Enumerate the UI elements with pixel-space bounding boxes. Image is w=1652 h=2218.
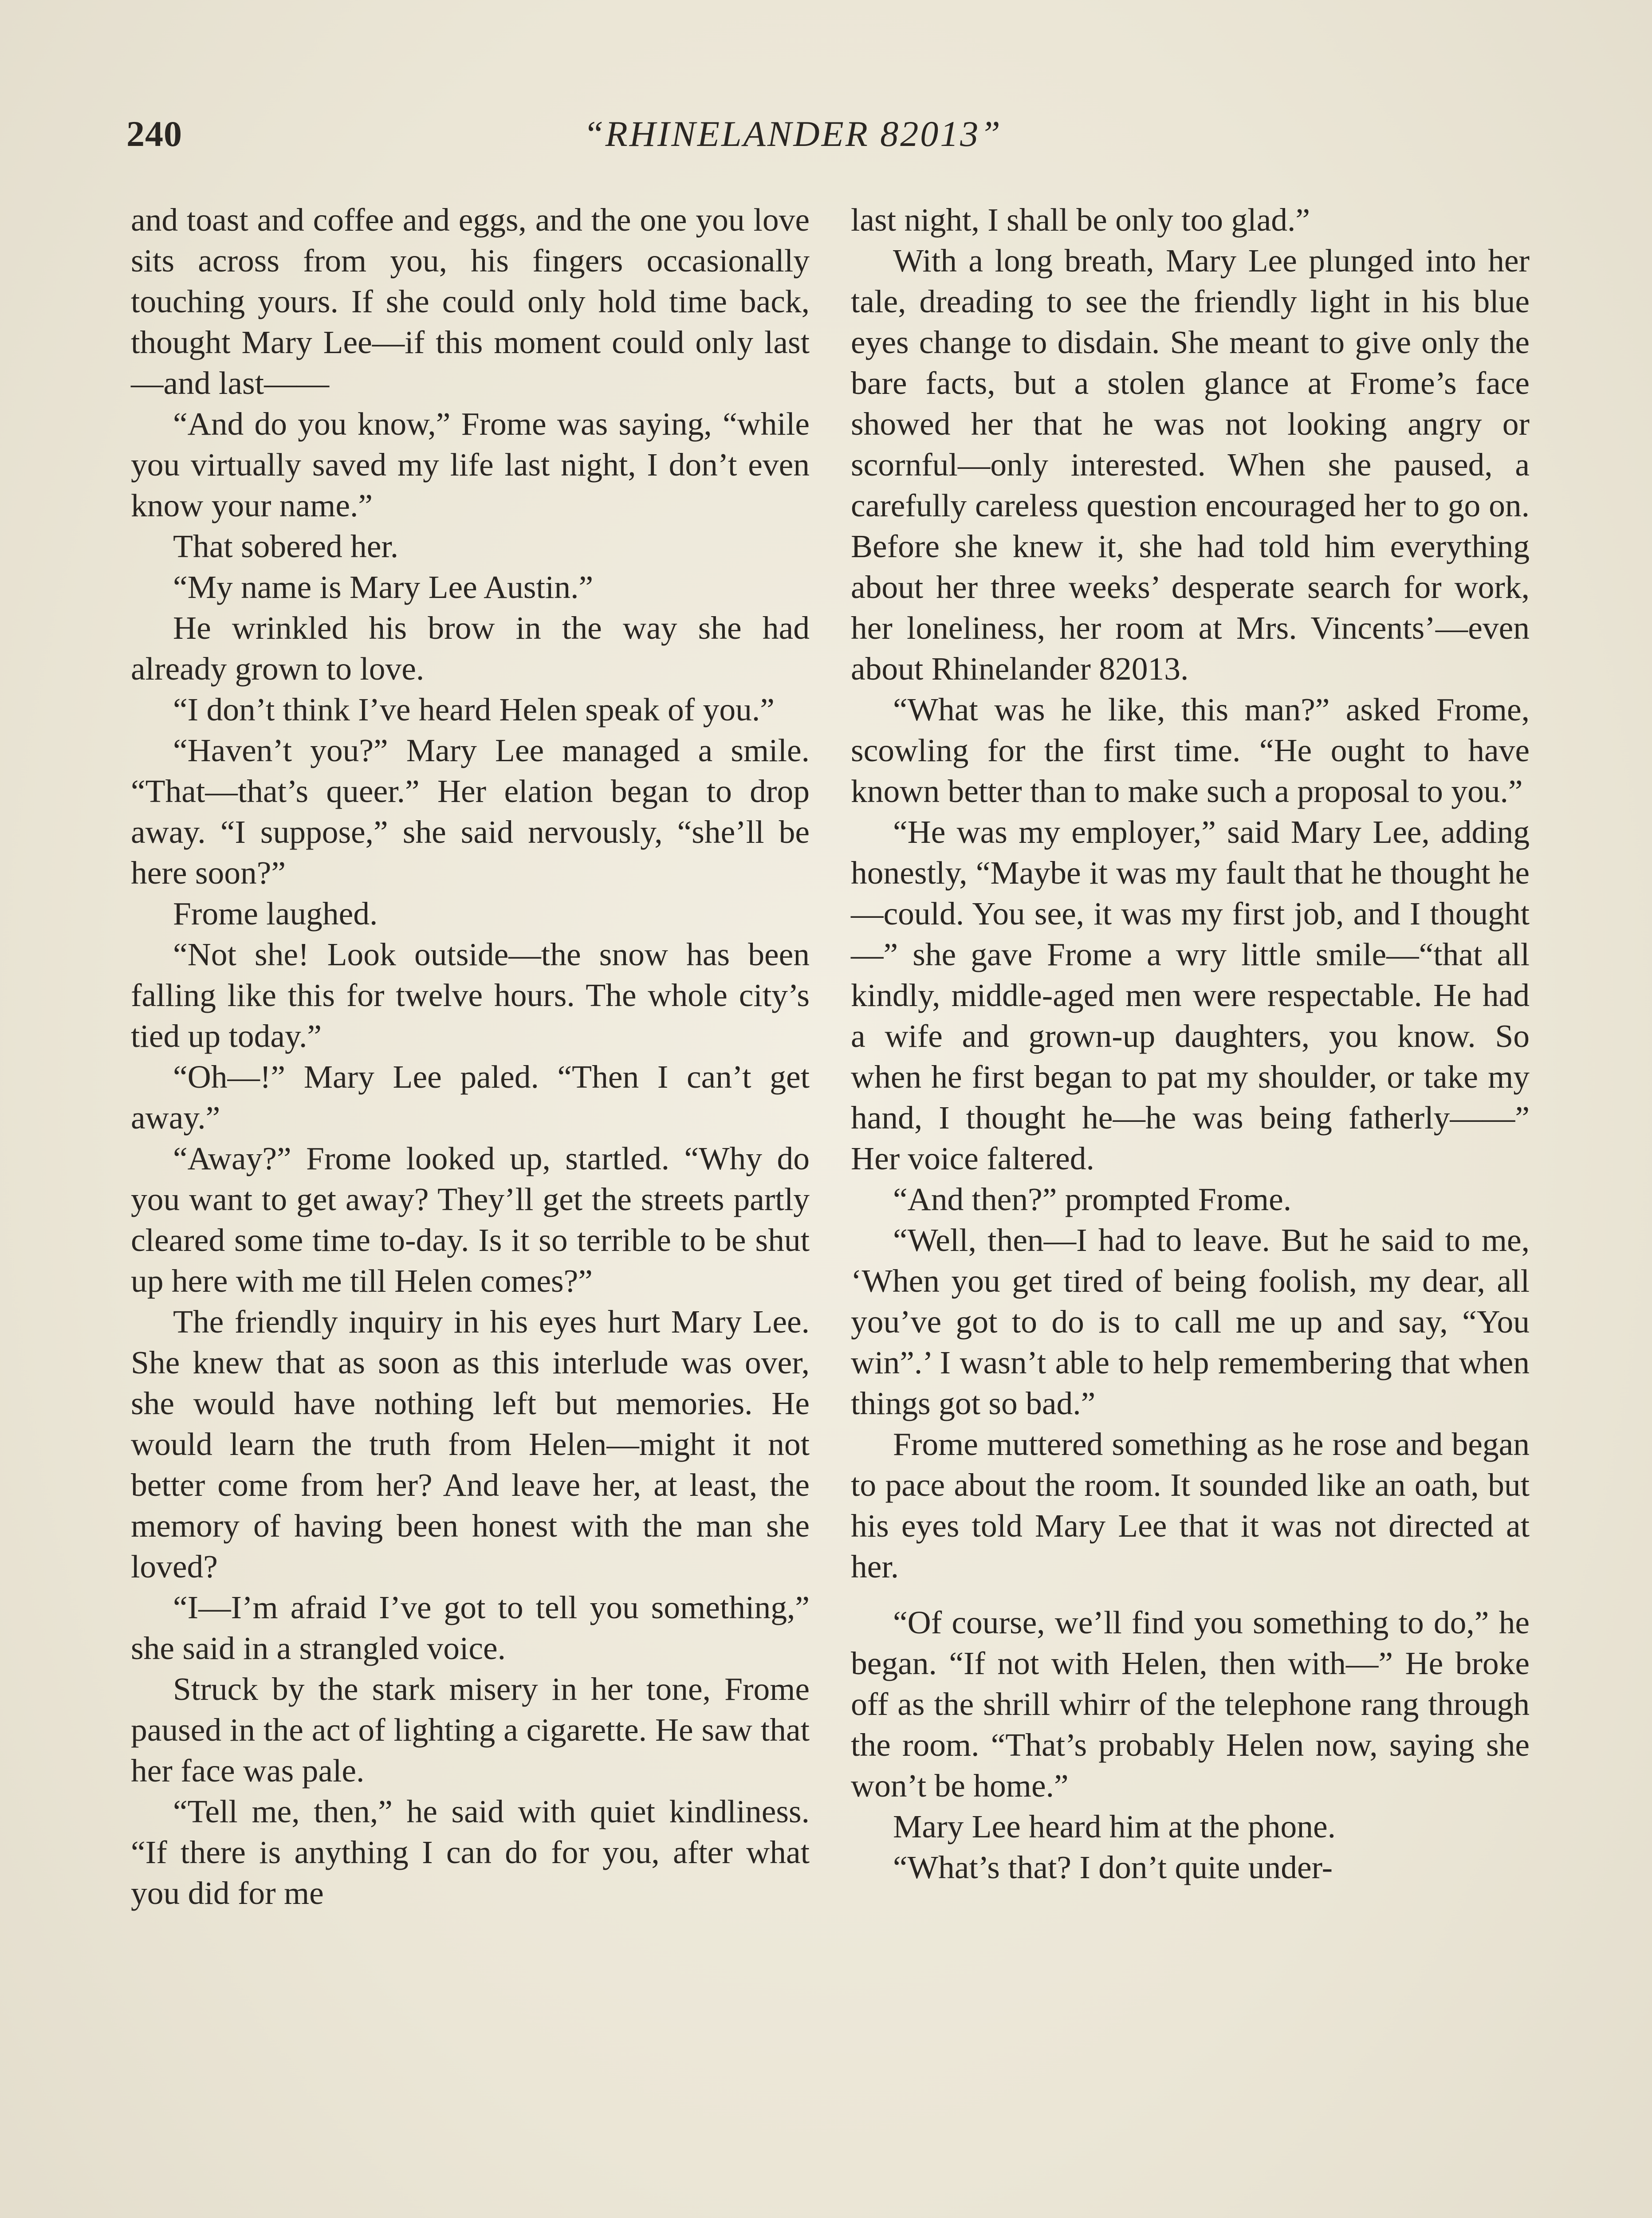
right-column <box>851 200 1530 1888</box>
page-number: 240 <box>126 114 182 154</box>
paragraph: Struck by the stark misery in her tone, Frome paused in the act of lighting a cigarette. He saw that her face was pale. <box>131 1671 810 1789</box>
paragraph: last night, I shall be only too glad.” <box>851 202 1310 238</box>
paragraph: “And then?” prompted Frome. <box>893 1181 1292 1217</box>
paragraph: “I don’t think I’ve heard Helen speak of you.” <box>173 692 775 728</box>
paragraph: “And do you know,” Frome was saying, “while you virtually saved my life last night, I don’t even know your name.” <box>131 406 810 523</box>
running-title: “RHINELANDER 82013” <box>583 114 1002 154</box>
paragraph: “Not she! Look outside—the snow has been falling like this for twelve hours. The whole city’s tied up today.” <box>131 936 810 1054</box>
paragraph: He wrinkled his brow in the way she had already grown to love. <box>131 610 810 687</box>
paragraph: With a long breath, Mary Lee plunged into her tale, dreading to see the friendly light in his blue eyes change to disdain. She meant to give only the bare facts, but a stolen glance at Frome’s face showed her that he was not looking angry or scornful—only interested. When she paused, a carefully careless question encouraged her to go on. Before she knew it, she had told him everything about her three weeks’ desperate search for work, her loneliness, her room at Mrs. Vincents’—even about Rhinelander 82013. <box>851 243 1530 687</box>
paragraph: and toast and coffee and eggs, and the one you love sits across from you, his fingers occasionally touching yours. If she could only hold time back, thought Mary Lee—if this moment could only last—and last—— <box>131 202 810 401</box>
paragraph: Frome muttered something as he rose and began to pace about the room. It sounded like an oath, but his eyes told Mary Lee that it was not directed at her. <box>851 1426 1530 1585</box>
paragraph: “What was he like, this man?” asked Frome, scowling for the first time. “He ought to have known better than to make such a proposal to you.” <box>851 692 1530 809</box>
paragraph: “I—I’m afraid I’ve got to tell you something,” she said in a strangled voice. <box>131 1589 810 1666</box>
paragraph: “Tell me, then,” he said with quiet kindliness. “If there is anything I can do for you, after what you did for me <box>131 1793 810 1911</box>
paragraph: That sobered her. <box>173 528 399 564</box>
page-header <box>126 113 1519 166</box>
paragraph: “He was my employer,” said Mary Lee, adding honestly, “Maybe it was my fault that he thought he—could. You see, it was my first job, and I thought—” she gave Frome a wry little smile—“that all kindly, middle-aged men were respectable. He had a wife and grown-up daughters, you know. So when he first began to pat my shoulder, or take my hand, I thought he—he was being fatherly——” Her voice faltered. <box>851 814 1530 1176</box>
paragraph: “What’s that? I don’t quite under- <box>893 1849 1333 1885</box>
paragraph: “My name is Mary Lee Austin.” <box>173 569 594 605</box>
paragraph: Frome laughed. <box>173 896 378 932</box>
left-column <box>131 200 810 1914</box>
paragraph: The friendly inquiry in his eyes hurt Mary Lee. She knew that as soon as this interlude was over, she would have nothing left but memories. He would learn the truth from Helen—might it not better come from her? And leave her, at least, the memory of having been honest with the man she loved? <box>131 1304 810 1585</box>
paragraph: “Haven’t you?” Mary Lee managed a smile. “That—that’s queer.” Her elation began to drop away. “I suppose,” she said nervously, “she’ll be here soon?” <box>131 732 810 891</box>
paragraph: “Away?” Frome looked up, startled. “Why do you want to get away? They’ll get the streets partly cleared some time to-day. Is it so terrible to be shut up here with me till Helen comes?” <box>131 1140 810 1299</box>
paragraph: “Well, then—I had to leave. But he said to me, ‘When you get tired of being foolish, my dear, all you’ve got to do is to call me up and say, “You win”.’ I wasn’t able to help remembering that when things got so bad.” <box>851 1222 1530 1421</box>
paragraph: Mary Lee heard him at the phone. <box>893 1809 1336 1844</box>
paragraph: “Oh—!” Mary Lee paled. “Then I can’t get away.” <box>131 1059 810 1136</box>
paragraph: “Of course, we’ll find you something to do,” he began. “If not with Helen, then with—” He broke off as the shrill whirr of the telephone rang through the room. “That’s probably Helen now, saying she won’t be home.” <box>851 1605 1530 1804</box>
